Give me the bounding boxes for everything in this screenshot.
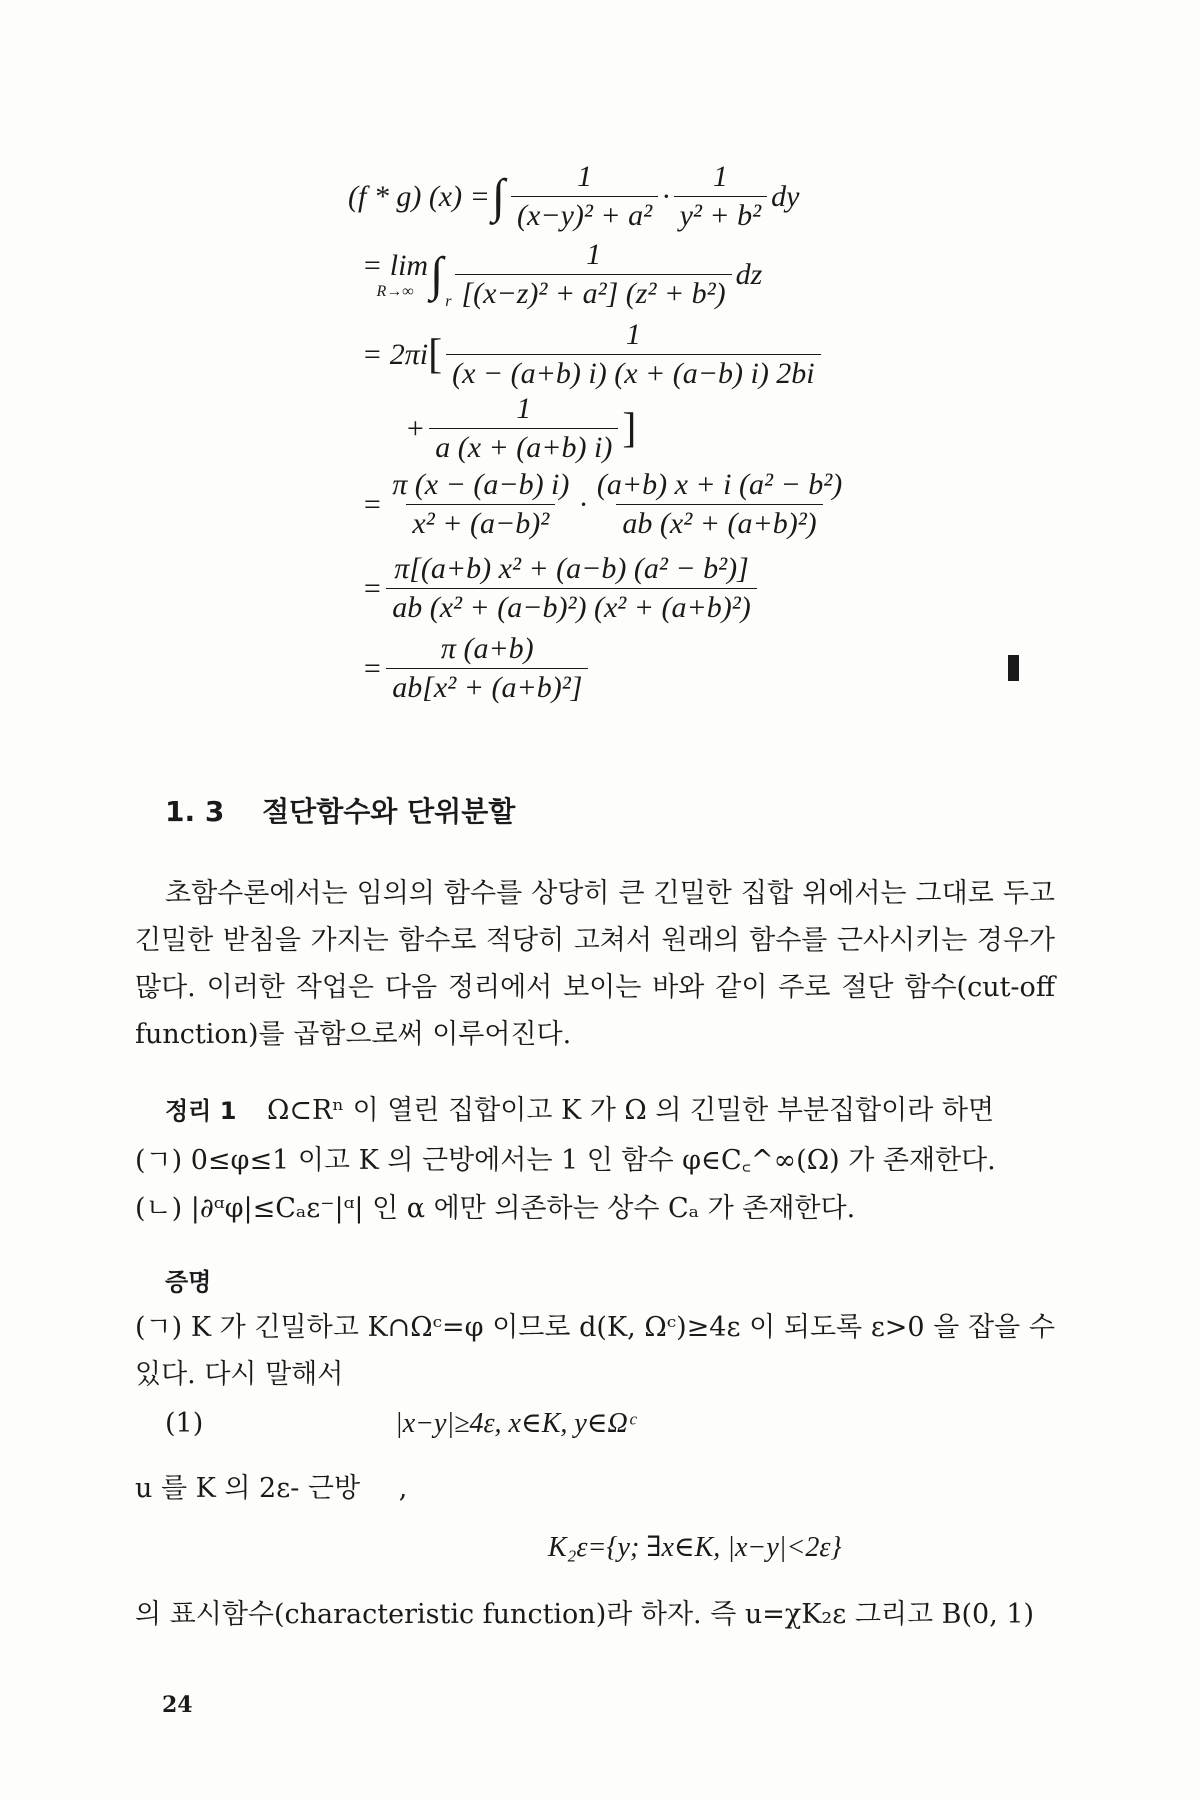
fraction xyxy=(446,318,821,391)
page-number: 24 xyxy=(162,1692,193,1718)
open-bracket: [ xyxy=(428,331,443,378)
eq-line-2 xyxy=(362,238,762,311)
stray-mark: , xyxy=(398,1473,408,1504)
qed-mark xyxy=(1008,655,1019,681)
denominator: ab (x² + (a−b)²) (x² + (a+b)²) xyxy=(386,588,757,625)
eq-prefix: + xyxy=(405,411,426,445)
equation-label-1: (1) xyxy=(165,1408,204,1439)
integral-sign: ∫ xyxy=(430,247,444,301)
proof-line-2 xyxy=(135,1466,407,1505)
eq-prefix: = 2πi xyxy=(362,337,429,371)
fraction xyxy=(429,392,618,465)
proof-line-2-text: u 를 K 의 2ε- 근방 xyxy=(135,1473,361,1504)
denominator: (x − (a+b) i) (x + (a−b) i) 2bi xyxy=(446,354,821,391)
denominator: a (x + (a+b) i) xyxy=(429,428,618,465)
proof-label: 증명 xyxy=(165,1268,212,1296)
eq-line-7 xyxy=(362,632,592,705)
section-number: 1. 3 xyxy=(165,795,225,828)
equation-1: |x−y|≥4ε, x∈K, y∈Ωᶜ xyxy=(395,1408,636,1439)
limit-subscript: R→∞ xyxy=(376,282,414,300)
theorem-item-a: (ㄱ) 0≤φ≤1 이고 K 의 근방에서는 1 인 함수 φ∈C꜀^∞(Ω) 가 존재한다. xyxy=(135,1145,996,1176)
numerator: 1 xyxy=(516,392,532,425)
denominator: ab[x² + (a+b)²] xyxy=(386,668,588,705)
fraction xyxy=(511,160,658,233)
fraction xyxy=(386,552,757,625)
integral-sign: ∫ xyxy=(491,169,506,223)
section-title: 절단함수와 단위분할 xyxy=(262,795,516,828)
numerator: 1 xyxy=(577,160,593,193)
numerator: 1 xyxy=(586,238,602,271)
eq-line-3 xyxy=(362,318,825,391)
eq-line-6 xyxy=(362,552,761,625)
numerator: π[(a+b) x² + (a−b) (a² − b²)] xyxy=(394,552,749,585)
numerator: 1 xyxy=(712,160,728,193)
eq-prefix: = xyxy=(362,571,383,605)
numerator: (a+b) x + i (a² − b²) xyxy=(596,468,843,501)
theorem-label: 정리 1 xyxy=(165,1097,237,1125)
denominator: x² + (a−b)² xyxy=(406,504,555,541)
theorem-statement-line xyxy=(165,1088,994,1127)
multiplication-dot: · xyxy=(579,487,587,521)
proof-line-3: 의 표시함수(characteristic function)라 하자. 즉 u=χK₂ε 그리고 B(0, 1) xyxy=(135,1599,1035,1630)
proof-paragraph: (ㄱ) K 가 긴밀하고 K∩Ωᶜ=φ 이므로 d(K, Ωᶜ)≥4ε 이 되도록 ε>0 을 잡을 수 있다. 다시 말해서 xyxy=(135,1312,1055,1390)
fraction xyxy=(455,238,731,311)
intro-text: 초함수론에서는 임의의 함수를 상당히 큰 긴밀한 집합 위에서는 그대로 두고 긴밀한 받침을 가지는 함수로 적당히 고쳐서 원래의 함수를 근사시키는 경우가 많다. 이러한 작업은 다음 정리에서 보이는 바와 같이 주로 절단 함수(cut-off function)를 곱함으로써 이루어진다. xyxy=(135,878,1055,1050)
numerator: π (x − (a−b) i) xyxy=(392,468,570,501)
equation-2: K₂ε={y; ∃x∈K, |x−y|<2ε} xyxy=(548,1532,842,1563)
numerator: π (a+b) xyxy=(440,632,534,665)
fraction xyxy=(386,468,575,541)
multiplication-dot: · xyxy=(662,179,670,213)
limit xyxy=(362,249,428,301)
denominator: y² + b² xyxy=(674,196,768,233)
theorem-item-b: (ㄴ) |∂ᵅφ|≤Cₐε⁻|ᵅ| 인 α 에만 의존하는 상수 Cₐ 가 존재한다. xyxy=(135,1193,856,1224)
section-heading xyxy=(165,790,515,830)
eq-lhs: (f * g) (x) = xyxy=(348,179,490,213)
numerator: 1 xyxy=(625,318,641,351)
intro-paragraph xyxy=(135,870,1055,1058)
denominator: [(x−z)² + a²] (z² + b²) xyxy=(455,274,731,311)
fraction xyxy=(674,160,768,233)
eq-prefix: = xyxy=(362,651,383,685)
eq-line-5 xyxy=(362,468,852,541)
integral-subscript: r xyxy=(445,293,452,310)
eq-prefix: = xyxy=(362,487,383,521)
eq-line-1 xyxy=(348,160,800,233)
differential: dy xyxy=(771,179,800,213)
differential: dz xyxy=(735,257,763,291)
limit-operator: = lim xyxy=(362,248,429,282)
eq-line-4 xyxy=(405,392,636,465)
denominator: ab (x² + (a+b)²) xyxy=(616,504,822,541)
fraction xyxy=(386,632,588,705)
theorem-statement: Ω⊂Rⁿ 이 열린 집합이고 K 가 Ω 의 긴밀한 부분집합이라 하면 xyxy=(267,1095,995,1126)
fraction xyxy=(591,468,848,541)
denominator: (x−y)² + a² xyxy=(511,196,658,233)
close-bracket: ] xyxy=(622,405,637,452)
